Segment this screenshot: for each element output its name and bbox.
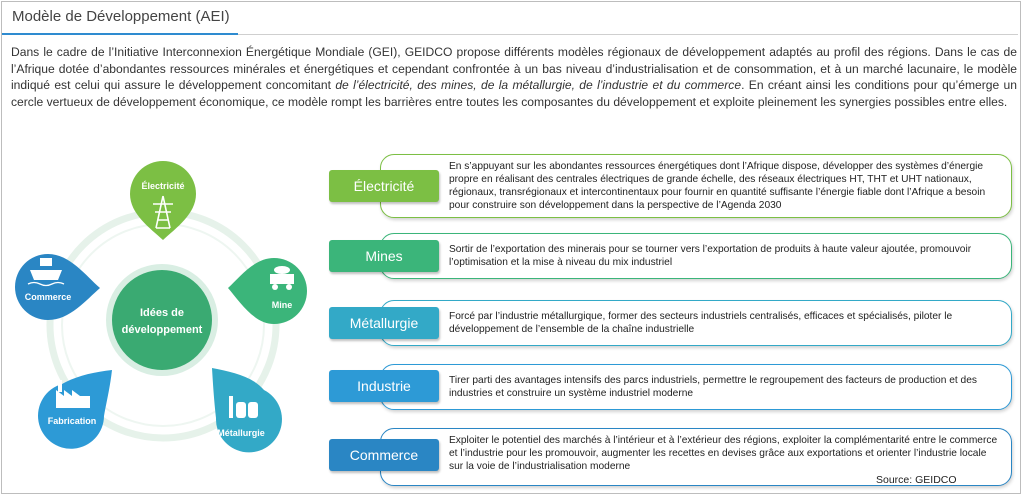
- center-label-line1: Idées de: [139, 307, 185, 319]
- title-divider: [238, 34, 1018, 35]
- intro-text-italic: de l’électricité, des mines, de la métallurgie, de l’industrie et du commerce: [335, 78, 742, 93]
- page-title: Modèle de Développement (AEI): [12, 8, 230, 25]
- intro-text-1: Dans le cadre de l’Initiative Interconnexion Énergétique Mondiale (GEI), GEIDCO propose différents modèles régionaux de développement adaptés au profil des régions. Dans le cas de l’Afrique dotée d’abondantes ressources minérales et énergétiques et cependant confrontée à un bas niveau d’industrialisation et de consommation, et à un marché lacunaire, le modèle indiqué est celui qui assure le développement concomitant: [11, 45, 1017, 93]
- title-accent-rule: [2, 33, 238, 35]
- title-bar: [2, 2, 1020, 36]
- node-metallurgie: [212, 368, 282, 452]
- node-metallurgie-label: Métallurgie: [217, 428, 265, 438]
- node-commerce: [15, 254, 100, 320]
- row-metallurgie-label: Métallurgie: [329, 307, 439, 339]
- row-mines-box: [380, 233, 1012, 279]
- intro-paragraph: [11, 44, 1017, 110]
- node-electricite-label: Électricité: [141, 181, 185, 191]
- intro-text-2: . En créant ainsi les conditions pour qu’émerge un cercle vertueux de développement économique, ce modèle rompt les barrières entre toutes les composantes du développement et exploite pleinement les synergies possibles entre elles.: [11, 78, 1017, 109]
- row-industrie-box: [380, 364, 1012, 410]
- row-commerce-label: Commerce: [329, 439, 439, 471]
- row-mines-label: Mines: [329, 240, 439, 272]
- node-fabrication-label: Fabrication: [47, 416, 97, 426]
- node-mine-label: Mine: [271, 300, 293, 310]
- node-commerce-label: Commerce: [24, 292, 72, 302]
- node-mine: [228, 258, 307, 324]
- center-label-line2: développement: [121, 324, 203, 336]
- row-electricite-box: [380, 154, 1012, 218]
- row-electricite-text: En s’appuyant sur les abondantes ressources énergétiques dont l’Afrique dispose, développer des systèmes d’énergie propre en réalisant des centrales électriques de grande échelle, des réseaux électriques HT, THT et UHT nationaux, régionaux, transrégionaux et intercontinentaux pour fournir en quantité suffisante l’énergie fiable dont l’Afrique a besoin pour construire son développement dans la perspective de l’Agenda 2030: [449, 161, 986, 211]
- row-commerce-text: Exploiter le potentiel des marchés à l’intérieur et à l’extérieur des régions, exploiter la complémentarité entre le commerce et l’industrie pour les promouvoir, augmenter les recettes en devises grâce aux exportations et orienter l’industrie locale sur la voie de l’industrialisation moderne: [449, 435, 998, 472]
- row-mines-text: Sortir de l’exportation des minerais pour se tourner vers l’exportation de produits à haute valeur ajoutée, promouvoir l’optimisation et la mise à niveau du mix industriel: [449, 244, 972, 268]
- node-electricite: [130, 161, 196, 240]
- row-industrie-label: Industrie: [329, 370, 439, 402]
- row-metallurgie-box: [380, 300, 1012, 346]
- row-electricite-label: Électricité: [329, 170, 439, 202]
- row-metallurgie-text: Forcé par l’industrie métallurgique, former des secteurs industriels centralisés, efficaces et spécialisés, piloter le développement de l’ensemble de la chaîne industrielle: [449, 311, 953, 335]
- source-note: Source: GEIDCO: [876, 474, 957, 486]
- node-fabrication: [38, 370, 112, 449]
- row-industrie-text: Tirer parti des avantages intensifs des parcs industriels, permettre le regroupement des facteurs de production et des industries et construire un système industriel moderne: [449, 375, 977, 399]
- center-circle: [109, 267, 215, 373]
- development-cycle-diagram: [0, 140, 320, 496]
